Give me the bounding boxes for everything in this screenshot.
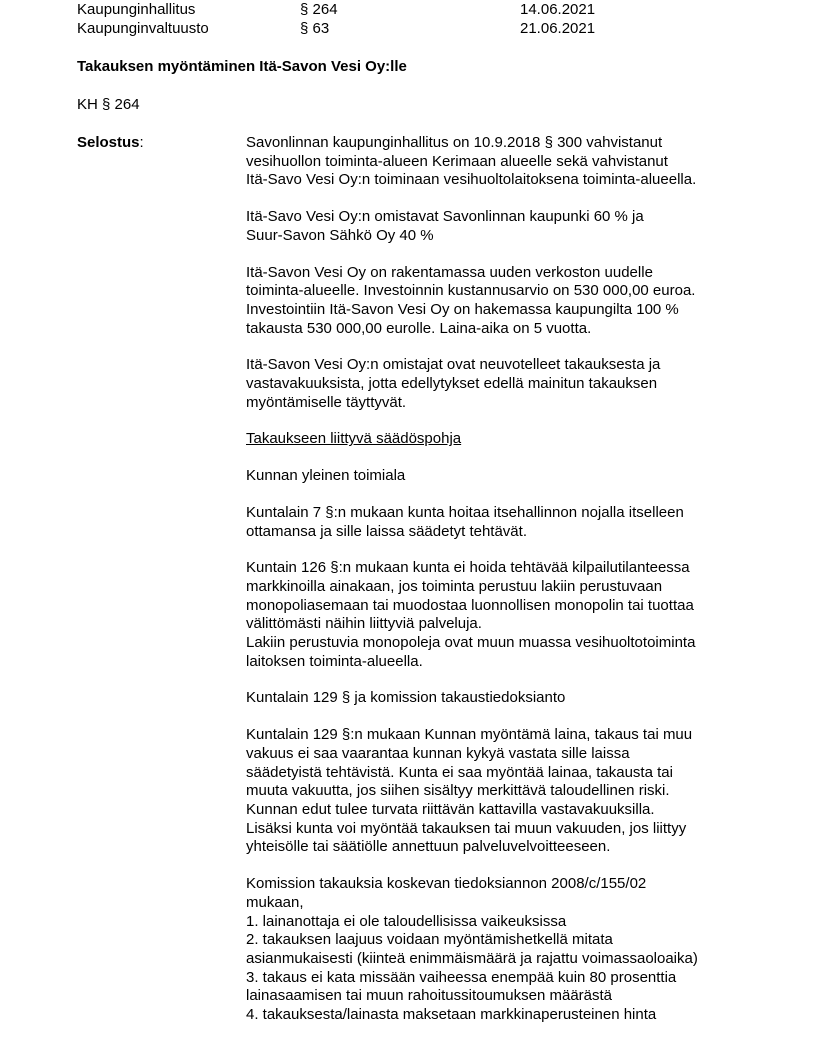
paragraph-line: välittömästi näihin liittyviä palveluja. bbox=[246, 615, 482, 633]
paragraph-line: toiminta-alueelle. Investoinnin kustannusarvio on 530 000,00 euroa. bbox=[246, 282, 696, 300]
paragraph-line: Lakiin perustuvia monopoleja ovat muun muassa vesihuoltotoiminta bbox=[246, 634, 696, 652]
paragraph-line: Kuntalain 7 §:n mukaan kunta hoitaa itsehallinnon nojalla itselleen bbox=[246, 503, 684, 521]
paragraph-line: Kuntain 126 §:n mukaan kunta ei hoida tehtävää kilpailutilanteessa bbox=[246, 559, 690, 577]
selostus-label-text: Selostus bbox=[77, 134, 140, 151]
paragraph-line: takausta 530 000,00 eurolle. Laina-aika on 5 vuotta. bbox=[246, 319, 592, 337]
paragraph-line: Takaukseen liittyvä säädöspohja bbox=[246, 430, 462, 448]
section-heading bbox=[246, 430, 786, 449]
paragraph-line: muuta vakuutta, jos siihen sisältyy merkittävä taloudellinen riski. bbox=[246, 782, 670, 800]
paragraph-line: Komission takauksia koskevan tiedoksiannon 2008/c/155/02 bbox=[246, 875, 647, 893]
paragraph-line: Itä-Savon Vesi Oy on rakentamassa uuden verkoston uudelle bbox=[246, 263, 653, 281]
paragraph bbox=[246, 689, 786, 708]
paragraph bbox=[246, 208, 786, 245]
decision-body: Kaupunginvaltuusto bbox=[77, 20, 209, 37]
paragraph-line: mukaan, bbox=[246, 893, 304, 911]
meeting-date: 21.06.2021 bbox=[520, 20, 596, 37]
paragraph-line: Kuntalain 129 § ja komission takaustiedoksianto bbox=[246, 689, 566, 707]
paragraph-line: ottamansa ja sille laissa säädetyt tehtävät. bbox=[246, 522, 527, 540]
paragraph-line: yhteisölle tai säätiölle annettuun palveluvelvoitteeseen. bbox=[246, 838, 611, 856]
paragraph-line: vesihuollon toiminta-alueen Kerimaan alueelle sekä vahvistanut bbox=[246, 152, 668, 170]
paragraph-line: lainasaamisen tai muun rahoitussitoumuksen määrästä bbox=[246, 987, 613, 1005]
section-number: § 63 bbox=[300, 20, 330, 37]
selostus-label bbox=[77, 134, 144, 151]
paragraph bbox=[246, 875, 786, 1025]
paragraph-line: laitoksen toiminta-alueella. bbox=[246, 652, 423, 670]
paragraph bbox=[246, 726, 786, 857]
section-number: § 264 bbox=[300, 1, 338, 18]
paragraph-line: Kuntalain 129 §:n mukaan Kunnan myöntämä laina, takaus tai muu bbox=[246, 726, 693, 744]
paragraph-line: 2. takauksen laajuus voidaan myöntämishetkellä mitata bbox=[246, 931, 613, 949]
paragraph bbox=[246, 504, 786, 541]
paragraph-line: Kunnan edut tulee turvata riittävän kattavilla vastavakuuksilla. bbox=[246, 800, 655, 818]
paragraph-line: Savonlinnan kaupunginhallitus on 10.9.2018 § 300 vahvistanut bbox=[246, 134, 663, 151]
paragraph-line: Itä-Savon Vesi Oy:n omistajat ovat neuvotelleet takauksesta ja bbox=[246, 356, 661, 374]
paragraph-line: myöntämiselle täyttyvät. bbox=[246, 393, 407, 411]
paragraph-line: 1. lainanottaja ei ole taloudellisissa vaikeuksissa bbox=[246, 912, 567, 930]
selostus-colon: : bbox=[139, 134, 144, 151]
selostus-body bbox=[246, 134, 786, 1043]
paragraph-line: Itä-Savo Vesi Oy:n toiminaan vesihuoltolaitoksena toiminta-alueella. bbox=[246, 171, 697, 189]
paragraph bbox=[246, 467, 786, 486]
paragraph bbox=[246, 264, 786, 339]
paragraph-line: asianmukaisesti (kiinteä enimmäismäärä ja rajattu voimassaoloaika) bbox=[246, 949, 698, 967]
paragraph bbox=[246, 559, 786, 671]
paragraph-line: Kunnan yleinen toimiala bbox=[246, 467, 406, 485]
paragraph-line: 3. takaus ei kata missään vaiheessa enempää kuin 80 prosenttia bbox=[246, 968, 677, 986]
paragraph-line: Itä-Savo Vesi Oy:n omistavat Savonlinnan kaupunki 60 % ja bbox=[246, 208, 644, 226]
decision-body: Kaupunginhallitus bbox=[77, 1, 196, 18]
paragraph bbox=[246, 134, 786, 190]
paragraph-line: vakuus ei saa vaarantaa kunnan kykyä vastata sille laissa bbox=[246, 744, 630, 762]
meeting-date: 14.06.2021 bbox=[520, 1, 596, 18]
paragraph-line: monopoliasemaan tai muodostaa luonnollisen monopolin tai tuottaa bbox=[246, 596, 694, 614]
paragraph-line: Investointiin Itä-Savon Vesi Oy on hakemassa kaupungilta 100 % bbox=[246, 300, 679, 318]
paragraph-line: säädetyistä tehtävistä. Kunta ei saa myöntää lainaa, takausta tai bbox=[246, 763, 673, 781]
paragraph-line: vastavakuuksista, jotta edellytykset edellä mainitun takauksen bbox=[246, 375, 658, 393]
paragraph bbox=[246, 356, 786, 412]
kh-reference: KH § 264 bbox=[77, 96, 140, 113]
paragraph-line: 4. takauksesta/lainasta maksetaan markkinaperusteinen hinta bbox=[246, 1006, 657, 1024]
paragraph-line: Suur-Savon Sähkö Oy 40 % bbox=[246, 226, 434, 244]
paragraph-line: markkinoilla ainakaan, jos toiminta perustuu lakiin perustuvaan bbox=[246, 577, 663, 595]
paragraph-line: Lisäksi kunta voi myöntää takauksen tai muun vakuuden, jos liittyy bbox=[246, 819, 687, 837]
document-title: Takauksen myöntäminen Itä-Savon Vesi Oy:lle bbox=[77, 58, 407, 75]
